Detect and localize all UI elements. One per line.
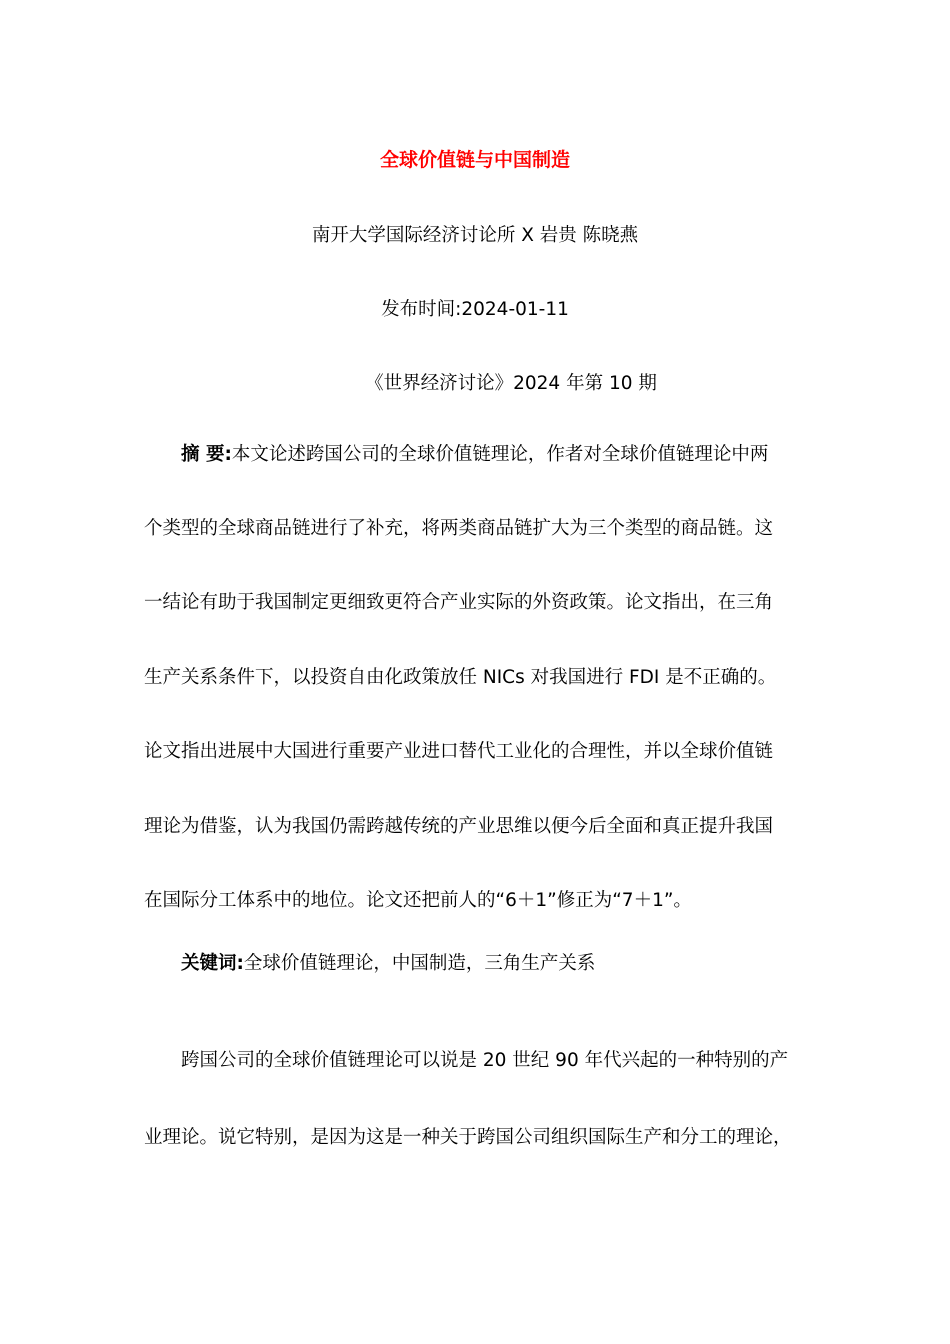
keywords-text: 全球价值链理论，中国制造，三角生产关系 — [243, 953, 596, 974]
document-title: 全球价值链与中国制造 — [379, 149, 570, 171]
abstract-line: 一结论有助于我国制定更细致更符合产业实际的外资政策。论文指出，在三角 — [144, 592, 774, 613]
abstract-line: 个类型的全球商品链进行了补充，将两类商品链扩大为三个类型的商品链。这 — [144, 518, 774, 539]
body-paragraph-line: 业理论。说它特别，是因为这是一种关于跨国公司组织国际生产和分工的理论， — [144, 1127, 792, 1148]
abstract-line: 论文指出进展中大国进行重要产业进口替代工业化的合理性，并以全球价值链 — [144, 741, 774, 762]
keywords-line — [181, 949, 595, 975]
abstract-line — [181, 440, 768, 466]
abstract-line: 理论为借鉴，认为我国仍需跨越传统的产业思维以便今后全面和真正提升我国 — [144, 816, 774, 837]
abstract-text: 本文论述跨国公司的全球价值链理论，作者对全球价值链理论中两 — [231, 444, 769, 465]
abstract-label: 摘 要: — [181, 444, 232, 465]
keywords-label: 关键词: — [181, 953, 244, 974]
author-byline: 南开大学国际经济讨论所 X 岩贵 陈晓燕 — [311, 225, 639, 246]
abstract-line: 生产关系条件下，以投资自由化政策放任 NICs 对我国进行 FDI 是不正确的。 — [144, 667, 777, 688]
publish-date: 发布时间:2024-01-11 — [381, 299, 569, 320]
body-paragraph-line: 跨国公司的全球价值链理论可以说是 20 世纪 90 年代兴起的一种特别的产 — [181, 1050, 789, 1071]
abstract-line: 在国际分工体系中的地位。论文还把前人的“6＋1”修正为“7＋1”。 — [144, 890, 692, 911]
journal-citation: 《世界经济讨论》2024 年第 10 期 — [365, 373, 657, 394]
